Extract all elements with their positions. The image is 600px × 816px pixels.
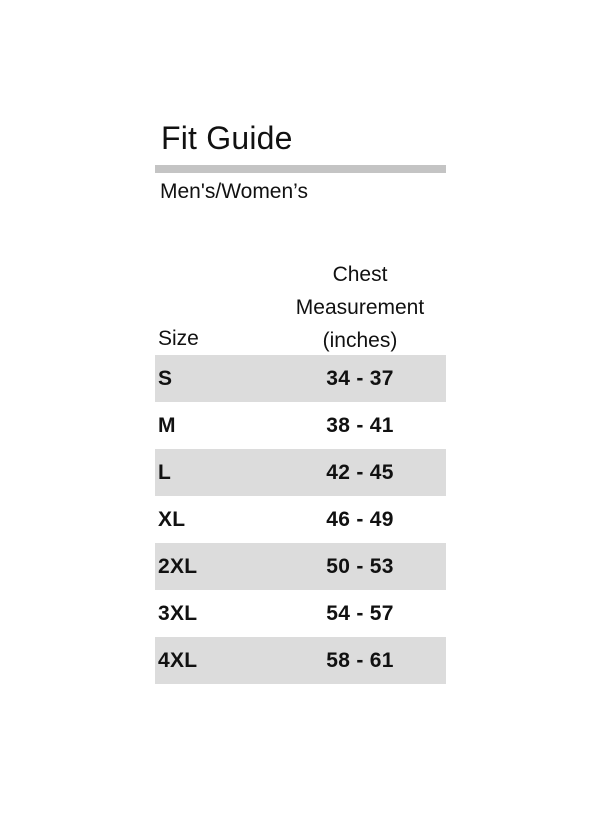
table-row — [155, 402, 446, 449]
chest-cell: 34 - 37 — [326, 367, 394, 390]
chest-header-line: Measurement — [295, 296, 425, 319]
size-cell: S — [158, 367, 173, 390]
page-subtitle: Men's/Women’s — [160, 180, 308, 203]
table-row — [155, 496, 446, 543]
size-cell: 4XL — [158, 649, 198, 672]
size-cell: L — [158, 461, 172, 484]
page-title: Fit Guide — [161, 120, 293, 156]
chest-cell: 38 - 41 — [326, 414, 394, 437]
table-row — [155, 637, 446, 684]
table-row — [155, 590, 446, 637]
size-table — [155, 355, 446, 684]
table-row — [155, 543, 446, 590]
chest-cell: 58 - 61 — [326, 649, 394, 672]
chest-header-line: (inches) — [322, 329, 398, 352]
size-cell: XL — [158, 508, 186, 531]
table-row — [155, 449, 446, 496]
chest-cell: 46 - 49 — [326, 508, 394, 531]
chest-cell: 54 - 57 — [326, 602, 394, 625]
size-cell: 3XL — [158, 602, 198, 625]
table-row — [155, 355, 446, 402]
chest-header-line: Chest — [332, 263, 388, 286]
title-divider — [155, 165, 446, 173]
chest-cell: 50 - 53 — [326, 555, 394, 578]
size-cell: 2XL — [158, 555, 198, 578]
chest-cell: 42 - 45 — [326, 461, 394, 484]
size-cell: M — [158, 414, 176, 437]
chest-column-header — [285, 258, 435, 357]
size-column-header: Size — [158, 327, 199, 350]
